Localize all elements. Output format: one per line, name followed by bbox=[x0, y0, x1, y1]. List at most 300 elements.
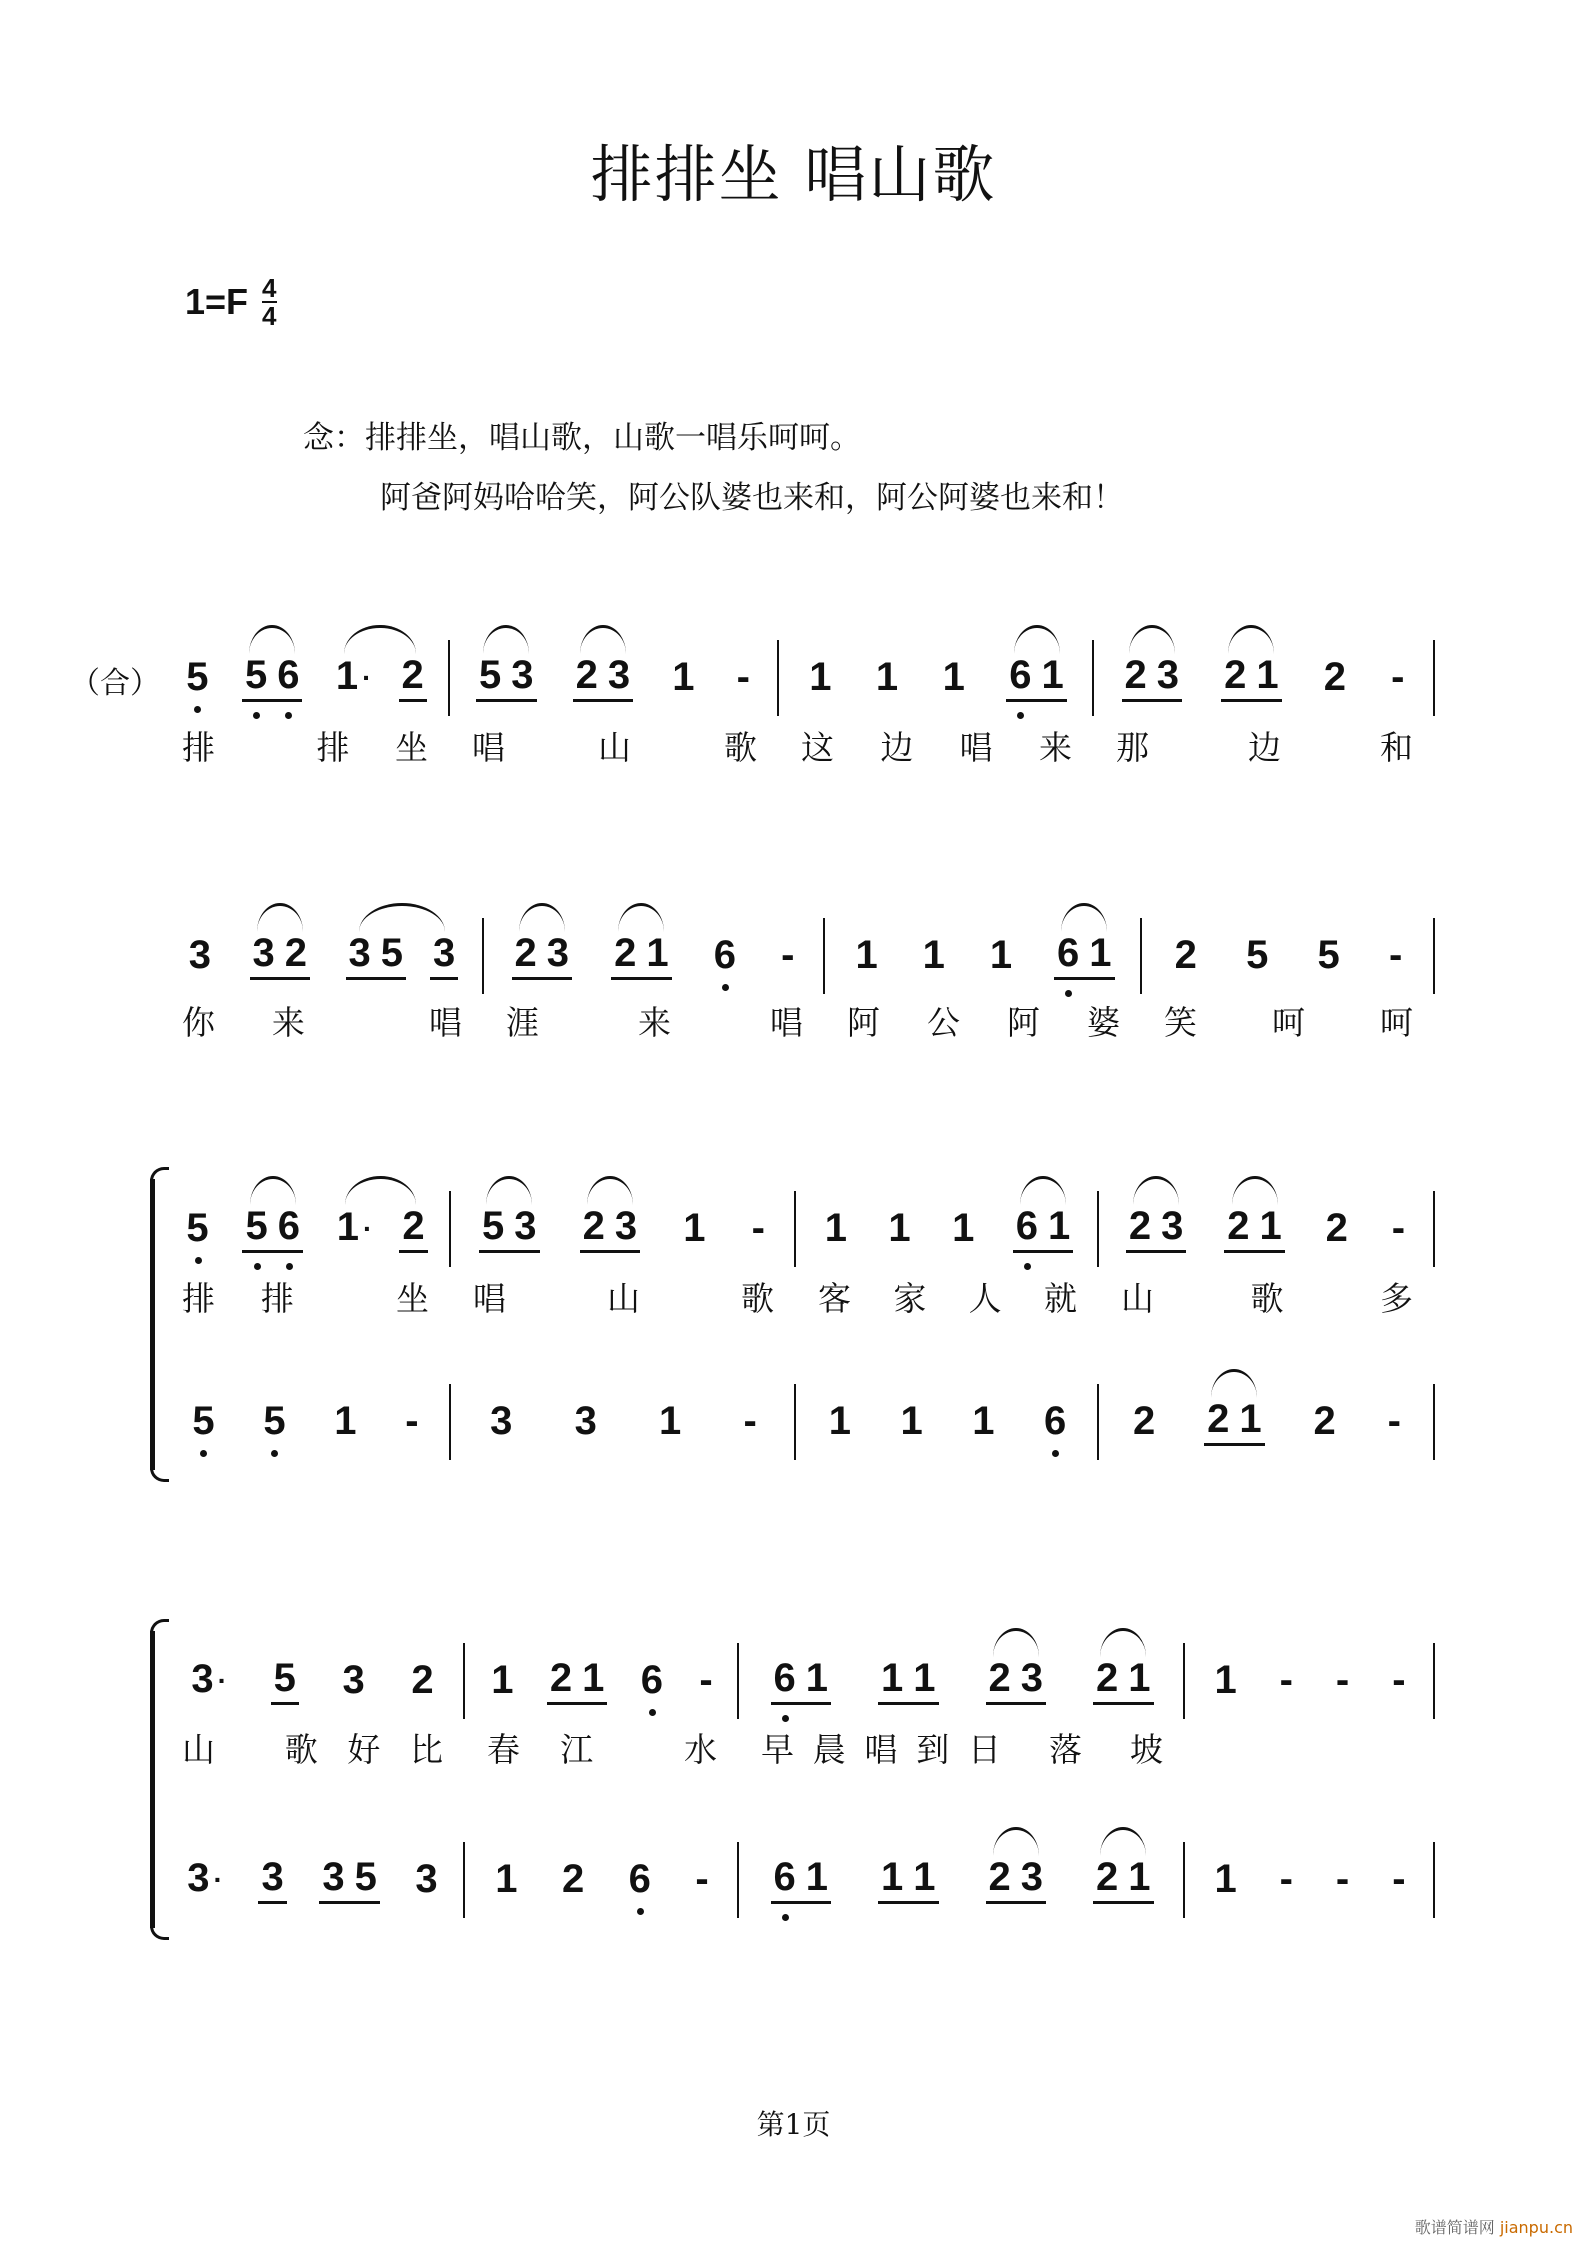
note-digit: 3 bbox=[1020, 1854, 1043, 1899]
note-digit: 1 bbox=[1128, 1854, 1151, 1899]
note-digit: 1 bbox=[913, 1655, 936, 1700]
note-digit: 3 bbox=[348, 930, 371, 975]
note bbox=[399, 1204, 427, 1248]
note-digit: 1 bbox=[1256, 652, 1279, 697]
note bbox=[487, 1399, 515, 1443]
note bbox=[826, 1399, 854, 1443]
note-digit: 1 bbox=[1214, 1857, 1237, 1901]
note bbox=[803, 1656, 831, 1700]
note-digit: 1 bbox=[875, 655, 899, 699]
note bbox=[1013, 1204, 1041, 1248]
note bbox=[399, 653, 427, 697]
note-digit: 1 bbox=[922, 933, 945, 977]
note bbox=[1093, 1855, 1121, 1899]
note bbox=[1154, 653, 1182, 697]
note bbox=[940, 655, 968, 699]
note bbox=[1018, 1656, 1046, 1700]
note bbox=[873, 655, 901, 699]
sustain-dash bbox=[778, 933, 797, 977]
note-digit: 2 bbox=[1096, 1655, 1119, 1700]
note bbox=[408, 1658, 436, 1702]
note bbox=[274, 653, 302, 697]
note-digit: 6 bbox=[1044, 1399, 1067, 1443]
note-digit: - bbox=[1389, 933, 1403, 977]
note-digit: 2 bbox=[561, 1857, 585, 1901]
note-digit: 2 bbox=[284, 930, 307, 975]
note-digit: 5 bbox=[380, 930, 403, 975]
note-digit: 3 bbox=[546, 930, 570, 975]
note bbox=[1257, 1204, 1285, 1248]
note bbox=[1315, 933, 1343, 977]
note-digit: 3 bbox=[187, 1855, 210, 1900]
measure bbox=[160, 1834, 465, 1924]
note-digit: 1 bbox=[1128, 1655, 1151, 1700]
slur-group bbox=[346, 931, 459, 980]
note bbox=[1221, 653, 1249, 697]
measure bbox=[160, 910, 484, 1000]
lyrics-measure: 涯 来 唱 bbox=[506, 1003, 803, 1042]
note-digit: - bbox=[743, 1399, 757, 1443]
beam-group bbox=[771, 1656, 832, 1705]
note-digit: 6 bbox=[1009, 652, 1032, 697]
note bbox=[476, 653, 504, 697]
note bbox=[572, 1399, 600, 1443]
measure bbox=[1142, 910, 1435, 1000]
measure bbox=[450, 632, 779, 722]
note-digit: 2 bbox=[582, 1203, 605, 1248]
sustain-dash bbox=[734, 655, 753, 699]
note bbox=[986, 1656, 1014, 1700]
note-digit: 5 bbox=[186, 655, 209, 699]
slurred-beam-group bbox=[476, 653, 537, 702]
note-digit: 1 bbox=[672, 655, 695, 699]
note bbox=[1253, 653, 1281, 697]
note bbox=[910, 1855, 938, 1899]
note bbox=[580, 1204, 608, 1248]
measure bbox=[1099, 1376, 1435, 1466]
note bbox=[488, 1658, 516, 1702]
augmentation-dot: · bbox=[217, 1665, 227, 1697]
measure bbox=[465, 1834, 739, 1924]
slurred-beam-group bbox=[250, 931, 311, 980]
note-digit: - bbox=[695, 1857, 709, 1901]
note bbox=[188, 1657, 230, 1703]
note bbox=[339, 1658, 367, 1702]
note bbox=[334, 1205, 376, 1251]
measure bbox=[451, 1376, 796, 1466]
measure bbox=[779, 632, 1094, 722]
watermark-cn: 歌谱简谱网 bbox=[1414, 2218, 1495, 2237]
note-digit: 3 bbox=[514, 1203, 537, 1248]
note-digit: 5 bbox=[354, 1854, 377, 1899]
note bbox=[822, 1206, 850, 1250]
note-digit: 1 bbox=[989, 933, 1013, 977]
note bbox=[1018, 1855, 1046, 1899]
slur-group bbox=[334, 1204, 428, 1253]
note-digit: 1 bbox=[809, 655, 832, 699]
note bbox=[250, 931, 278, 975]
note-digit: 3 bbox=[1020, 1655, 1043, 1700]
note-digit: 1 bbox=[828, 1399, 851, 1443]
note bbox=[986, 1855, 1014, 1899]
sustain-dash bbox=[696, 1658, 715, 1702]
measure bbox=[1185, 1635, 1435, 1725]
note-digit: 1 bbox=[582, 1655, 605, 1700]
note bbox=[242, 653, 270, 697]
lyrics-measure: 这边唱来 bbox=[801, 728, 1072, 767]
note-digit: 3 bbox=[490, 1399, 513, 1443]
note bbox=[559, 1857, 587, 1901]
note-digit: 2 bbox=[1124, 652, 1147, 697]
note bbox=[544, 931, 572, 975]
note bbox=[680, 1206, 708, 1250]
note-digit: 6 bbox=[277, 1203, 300, 1248]
note-digit: 3 bbox=[415, 1857, 438, 1901]
note-digit: 3 bbox=[252, 930, 275, 975]
note-digit: 2 bbox=[1313, 1399, 1336, 1443]
note-digit: 1 bbox=[855, 933, 878, 977]
page-number: 第1页 bbox=[756, 2108, 831, 2141]
note bbox=[282, 931, 310, 975]
note-digit: 1 bbox=[659, 1399, 682, 1443]
note-digit: 5 bbox=[273, 1655, 296, 1700]
note-digit: 5 bbox=[479, 652, 502, 697]
note-digit: 1 bbox=[1214, 1658, 1237, 1702]
lyrics-measure: 唱 山 歌 bbox=[473, 1279, 774, 1318]
measure bbox=[1094, 632, 1435, 722]
slurred-beam-group bbox=[1224, 1204, 1285, 1253]
note-digit: 3 bbox=[607, 652, 631, 697]
note-digit: 2 bbox=[1325, 1206, 1348, 1250]
note bbox=[852, 933, 880, 977]
note bbox=[1211, 1857, 1239, 1901]
note bbox=[511, 1204, 539, 1248]
note-digit: 5 bbox=[192, 1399, 215, 1443]
note-digit: 2 bbox=[1207, 1396, 1230, 1441]
beam-group bbox=[547, 1656, 608, 1705]
lyrics-measure: 山 歌好比 bbox=[182, 1730, 443, 1769]
slurred-beam-group bbox=[1126, 1204, 1187, 1253]
sustain-dash bbox=[1389, 1206, 1408, 1250]
note bbox=[1130, 1399, 1158, 1443]
note-digit: 1 bbox=[495, 1857, 518, 1901]
note-digit: - bbox=[1279, 1658, 1293, 1702]
key-signature bbox=[185, 275, 277, 329]
note-digit: 3 bbox=[574, 1399, 597, 1443]
slurred-beam-group bbox=[580, 1204, 641, 1253]
sustain-dash bbox=[692, 1857, 711, 1901]
note-digit: 2 bbox=[1174, 933, 1197, 977]
note-digit: 6 bbox=[1015, 1203, 1039, 1248]
lyrics-measure: 客家人就 bbox=[818, 1279, 1077, 1318]
slurred-beam-group bbox=[1054, 931, 1115, 980]
note bbox=[1006, 653, 1034, 697]
note-digit: 6 bbox=[773, 1655, 796, 1700]
note-digit: 3 bbox=[261, 1854, 284, 1899]
beam-group bbox=[771, 1855, 832, 1904]
note-digit: 2 bbox=[1224, 652, 1247, 697]
measure bbox=[160, 1376, 451, 1466]
beam-group bbox=[271, 1656, 299, 1705]
note-digit: 5 bbox=[1317, 933, 1340, 977]
note-digit: 1 bbox=[805, 1854, 828, 1899]
sustain-dash bbox=[1333, 1857, 1352, 1901]
slurred-beam-group bbox=[611, 931, 672, 980]
sustain-dash bbox=[1277, 1857, 1296, 1901]
lyrics-row bbox=[160, 1273, 1435, 1320]
lyrics-measure: 春江 水 bbox=[487, 1730, 717, 1769]
note-digit: 3 bbox=[342, 1658, 365, 1702]
note-digit: 3 bbox=[511, 652, 534, 697]
note bbox=[611, 931, 639, 975]
sustain-dash bbox=[1333, 1658, 1352, 1702]
sustain-dash bbox=[749, 1206, 768, 1250]
note-digit: 2 bbox=[575, 652, 598, 697]
slurred-beam-group bbox=[479, 1204, 540, 1253]
note-digit: 5 bbox=[1246, 933, 1269, 977]
time-bottom: 4 bbox=[262, 301, 277, 331]
chorus-mark: （合） bbox=[70, 666, 160, 701]
note bbox=[1204, 1397, 1232, 1441]
staff-row bbox=[160, 632, 1435, 722]
note bbox=[579, 1656, 607, 1700]
note bbox=[319, 1855, 347, 1899]
note bbox=[430, 931, 458, 975]
note-digit: 2 bbox=[402, 1203, 425, 1248]
note bbox=[346, 931, 374, 975]
note bbox=[711, 933, 739, 977]
note bbox=[1054, 931, 1082, 975]
beam-group bbox=[878, 1656, 939, 1705]
note-digit: 1 bbox=[683, 1206, 706, 1250]
slurred-beam-group bbox=[986, 1656, 1047, 1705]
note bbox=[1311, 1399, 1339, 1443]
note-digit: 2 bbox=[411, 1658, 434, 1702]
note bbox=[949, 1206, 977, 1250]
sustain-dash bbox=[1385, 1399, 1404, 1443]
note-digit: - bbox=[699, 1658, 713, 1702]
lyrics-row bbox=[160, 1724, 1435, 1771]
note-digit: 6 bbox=[1057, 930, 1080, 975]
lyrics-measure: 早晨唱到日 落 坡 bbox=[761, 1730, 1163, 1769]
lyrics-measure: 排排 坐 bbox=[182, 1279, 429, 1318]
note-digit: 1 bbox=[1239, 1396, 1262, 1441]
note-digit: 3 bbox=[614, 1203, 638, 1248]
note-digit: 5 bbox=[263, 1399, 286, 1443]
note bbox=[242, 1204, 270, 1248]
note-digit: 3 bbox=[1156, 652, 1180, 697]
note bbox=[612, 1204, 640, 1248]
slurred-beam-group bbox=[573, 653, 634, 702]
note-digit: - bbox=[736, 655, 750, 699]
note-digit: 1 bbox=[805, 1655, 828, 1700]
note bbox=[969, 1399, 997, 1443]
note bbox=[1125, 1656, 1153, 1700]
time-signature bbox=[262, 275, 276, 329]
note bbox=[1122, 653, 1150, 697]
sustain-dash bbox=[1386, 933, 1405, 977]
note bbox=[183, 655, 211, 699]
beam-group bbox=[399, 653, 427, 702]
sustain-dash bbox=[741, 1399, 760, 1443]
lyrics-measure bbox=[1185, 1724, 1435, 1771]
note bbox=[412, 1857, 440, 1901]
recitation-line-2: 阿爸阿妈哈哈笑，阿公队婆也来和，阿公阿婆也来和！ bbox=[380, 480, 1124, 516]
note-digit: 5 bbox=[482, 1203, 505, 1248]
note bbox=[512, 931, 540, 975]
note bbox=[1045, 1204, 1073, 1248]
note bbox=[669, 655, 697, 699]
note bbox=[1323, 1206, 1351, 1250]
note bbox=[1321, 655, 1349, 699]
note-digit: 6 bbox=[277, 652, 300, 697]
note bbox=[1125, 1855, 1153, 1899]
lyrics-row bbox=[160, 722, 1435, 769]
note-digit: 1 bbox=[334, 1399, 357, 1443]
sustain-dash bbox=[402, 1399, 421, 1443]
note bbox=[258, 1855, 286, 1899]
note-digit: 3 bbox=[322, 1854, 345, 1899]
beam-group bbox=[430, 931, 458, 980]
note-digit: 1 bbox=[972, 1399, 995, 1443]
lyrics-measure: 你来 唱 bbox=[182, 1003, 462, 1042]
slurred-beam-group bbox=[1122, 653, 1183, 702]
note bbox=[878, 1855, 906, 1899]
note bbox=[898, 1399, 926, 1443]
note bbox=[573, 653, 601, 697]
note bbox=[1126, 1204, 1154, 1248]
note bbox=[331, 1399, 359, 1443]
note-digit: 2 bbox=[514, 930, 537, 975]
augmentation-dot: · bbox=[362, 662, 372, 694]
note-digit: 2 bbox=[1128, 1203, 1152, 1248]
beam-group bbox=[319, 1855, 380, 1904]
note bbox=[656, 1399, 684, 1443]
note bbox=[1236, 1397, 1264, 1441]
watermark-en: jianpu.cn bbox=[1499, 2218, 1573, 2237]
slurred-beam-group bbox=[242, 1204, 303, 1253]
lyrics-row bbox=[160, 997, 1435, 1044]
slur-group bbox=[333, 653, 427, 702]
measure bbox=[465, 1635, 739, 1725]
lyrics-measure: 山 歌 多 bbox=[1121, 1279, 1413, 1318]
slurred-beam-group bbox=[1093, 1656, 1154, 1705]
note-digit: 6 bbox=[628, 1857, 651, 1901]
measure bbox=[484, 910, 825, 1000]
note-digit: 2 bbox=[988, 1655, 1011, 1700]
note bbox=[1224, 1204, 1252, 1248]
note bbox=[910, 1656, 938, 1700]
key-label: 1=F bbox=[185, 281, 249, 322]
note bbox=[987, 933, 1015, 977]
lyrics-measure: 阿公阿婆 bbox=[847, 1003, 1120, 1042]
note-digit: 3 bbox=[433, 930, 456, 975]
beam-group bbox=[878, 1855, 939, 1904]
note-digit: 1 bbox=[646, 930, 669, 975]
note bbox=[508, 653, 536, 697]
note-digit: - bbox=[751, 1206, 765, 1250]
note bbox=[878, 1656, 906, 1700]
note-digit: 1 bbox=[913, 1854, 936, 1899]
note-digit: 5 bbox=[244, 652, 268, 697]
lyrics-measure: 排 排坐 bbox=[182, 728, 428, 767]
note-digit: - bbox=[1387, 1399, 1401, 1443]
note-digit: - bbox=[1391, 1206, 1406, 1250]
note bbox=[626, 1857, 654, 1901]
note-digit: 1 bbox=[1259, 1203, 1282, 1248]
note bbox=[771, 1855, 799, 1899]
slurred-beam-group bbox=[1013, 1204, 1074, 1253]
measure bbox=[160, 1635, 465, 1725]
note bbox=[184, 1856, 226, 1902]
note bbox=[803, 1855, 831, 1899]
lyrics-measure: 那 边 和 bbox=[1116, 728, 1413, 767]
note bbox=[1172, 933, 1200, 977]
note bbox=[1243, 933, 1271, 977]
system-bracket bbox=[150, 1631, 169, 1928]
beam-group bbox=[346, 931, 407, 980]
slurred-beam-group bbox=[1006, 653, 1067, 702]
note bbox=[920, 933, 948, 977]
slurred-beam-group bbox=[986, 1855, 1047, 1904]
measure bbox=[796, 1376, 1099, 1466]
note-digit: 2 bbox=[401, 652, 424, 697]
note bbox=[333, 654, 375, 700]
note-digit: 6 bbox=[640, 1658, 664, 1702]
slurred-beam-group bbox=[1221, 653, 1282, 702]
note-digit: - bbox=[1279, 1857, 1293, 1901]
note bbox=[186, 933, 214, 977]
note-digit: - bbox=[1335, 1857, 1350, 1901]
note bbox=[638, 1658, 666, 1702]
staff-row bbox=[160, 910, 1435, 1000]
measure bbox=[825, 910, 1142, 1000]
note-digit: 1 bbox=[900, 1399, 923, 1443]
note-digit: - bbox=[1392, 1857, 1406, 1901]
note-digit: 1 bbox=[336, 1204, 359, 1249]
staff-row bbox=[160, 1635, 1435, 1725]
time-top: 4 bbox=[262, 273, 277, 303]
note-digit: 1 bbox=[1089, 930, 1112, 975]
note-digit: - bbox=[781, 933, 795, 977]
note-digit: 1 bbox=[881, 1854, 904, 1899]
note bbox=[183, 1206, 211, 1250]
note-digit: - bbox=[1391, 655, 1405, 699]
note-digit: 6 bbox=[773, 1854, 796, 1899]
system-bracket bbox=[150, 1179, 169, 1470]
sustain-dash bbox=[1389, 1857, 1408, 1901]
note-digit: 1 bbox=[1048, 1203, 1071, 1248]
note bbox=[806, 655, 834, 699]
note-digit: 5 bbox=[186, 1206, 209, 1250]
note-digit: 3 bbox=[188, 933, 211, 977]
watermark bbox=[1415, 2215, 1573, 2238]
note bbox=[1158, 1204, 1186, 1248]
note-digit: - bbox=[1392, 1658, 1406, 1702]
note bbox=[1211, 1658, 1239, 1702]
note bbox=[260, 1399, 288, 1443]
slurred-beam-group bbox=[1204, 1397, 1265, 1446]
song-title: 排排坐 唱山歌 bbox=[590, 138, 997, 211]
note-digit: - bbox=[405, 1399, 419, 1443]
measure bbox=[451, 1183, 796, 1273]
note bbox=[492, 1857, 520, 1901]
note-digit: 1 bbox=[881, 1655, 904, 1700]
note bbox=[885, 1206, 913, 1250]
note-digit: 2 bbox=[1323, 655, 1346, 699]
note-digit: 1 bbox=[491, 1658, 514, 1702]
sustain-dash bbox=[1277, 1658, 1296, 1702]
